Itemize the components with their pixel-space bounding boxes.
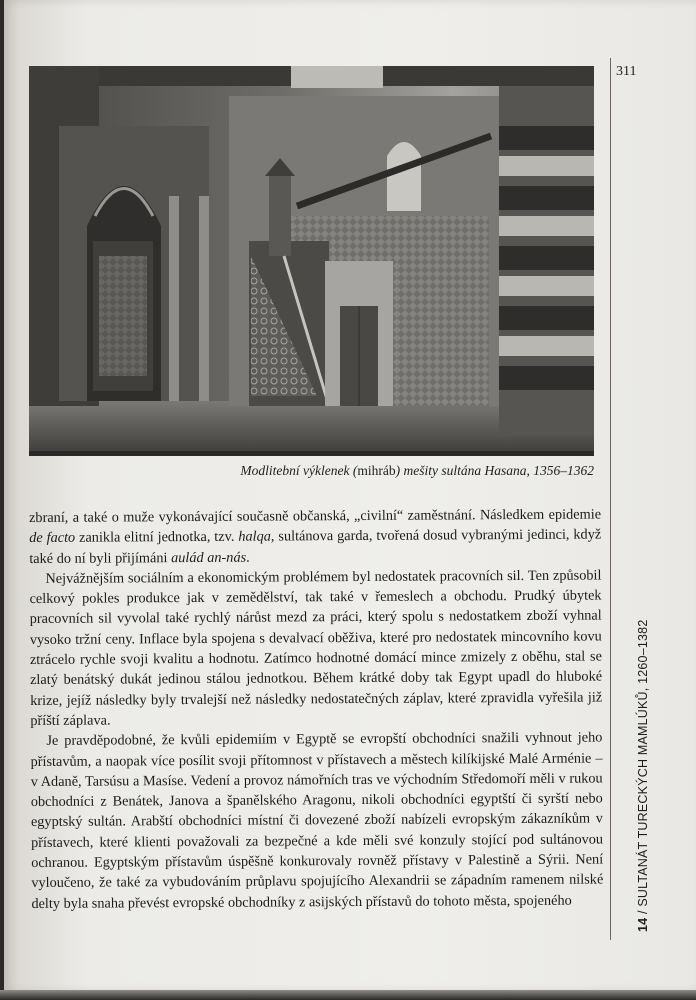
body-text	[29, 505, 603, 914]
paragraph-2: Nejvážnějším sociálním a ekonomickým problémem byl nedostatek pracovních sil. Ten způsobil celkový pokles produkce jak v zemědělství, tak také v řemeslech a obchodu. Prudký úbytek pracovních sil vyvolal také rychlý nárůst mezd za práci, který spolu s nedostatkem zboží vyhnal vysoko tržní ceny. Inflace byla spojena s devalvací oběživa, které pro nedostatek mincovního kovu ztrácelo rychle svoji kvalitu a hodnotu. Zatímco hodnotné domácí mince zmizely z oběhu, stal se zlatý benátský dukát jedinou stálou jednotkou. Během krátké doby tak Egypt upadl do hluboké krize, jejíž následky byly trvalejší než následky nedostatečných záplav, které zpravidla vyřešila již příští záplava.	[29, 567, 603, 729]
book-page	[4, 0, 696, 992]
text-run: zanikla elitní jednotka, tzv.	[75, 529, 239, 547]
figure-caption	[29, 463, 594, 479]
running-head-title: SULTANÁT TURECKÝCH MAMLÚKŮ, 1260–1382	[636, 619, 650, 907]
paragraph-3: Je pravděpodobné, že kvůli epidemiím v Egyptě se evropští obchodníci snažili vyhnout jeho přístavům, a naopak více posílit svoji přítomnost v přístavech a městech kilíkijské Malé Arménie – v Adaně, Tarsúsu a Masíse. Vedení a provoz námořních tras ve východním Středomoří měli v rukou obchodníci z Benátek, Janova a španělského Aragonu, nikoli obchodníci egyptští či syrští nebo egyptský sultán. Arabští obchodníci místní či dovezené zboží nabízeli evropským zákazníkům v přístavech, které klienti považovali za bezpečné a kde měli své konzuly stojící pod sultánovou ochranou. Egyptským přístavům úspěšně konkurovaly rovněž přístavy v Palestině a Sýrii. Není vyloučeno, že také za vybudováním průplavu spojujícího Alexandrii se západním ramenem nilské delty byla snaha převést evropské obchodníky z asijských přístavů do tohoto města, spojeného	[30, 729, 604, 912]
running-head-chapter: 14	[636, 917, 650, 932]
mihrab-photograph	[29, 66, 594, 456]
paragraph-1	[29, 505, 601, 569]
text-run: zbraní, a také o muže vykonávající současně občanská, „civilní“ zaměstnání. Následkem epidemie	[29, 506, 602, 526]
italic-term: aulád an-nás	[171, 549, 247, 566]
text-run: , sultánova garda, tvořená dosud vybranými jedinci, když také do ní byli přijímáni	[29, 526, 602, 567]
italic-term: halqa	[238, 528, 271, 546]
text-run: .	[246, 549, 250, 566]
running-head	[636, 620, 650, 932]
caption-roman-term: mihráb	[357, 463, 396, 478]
caption-italic-part-1: Modlitební výklenek (	[240, 463, 358, 478]
page-number: 311	[616, 64, 637, 79]
running-head-separator: /	[636, 906, 650, 918]
italic-term: de facto	[29, 530, 76, 547]
caption-italic-part-2: ) mešity sultána Hasana, 1356–1362	[395, 463, 594, 478]
page-shadow-edge	[0, 990, 696, 1000]
margin-rule	[610, 58, 611, 940]
